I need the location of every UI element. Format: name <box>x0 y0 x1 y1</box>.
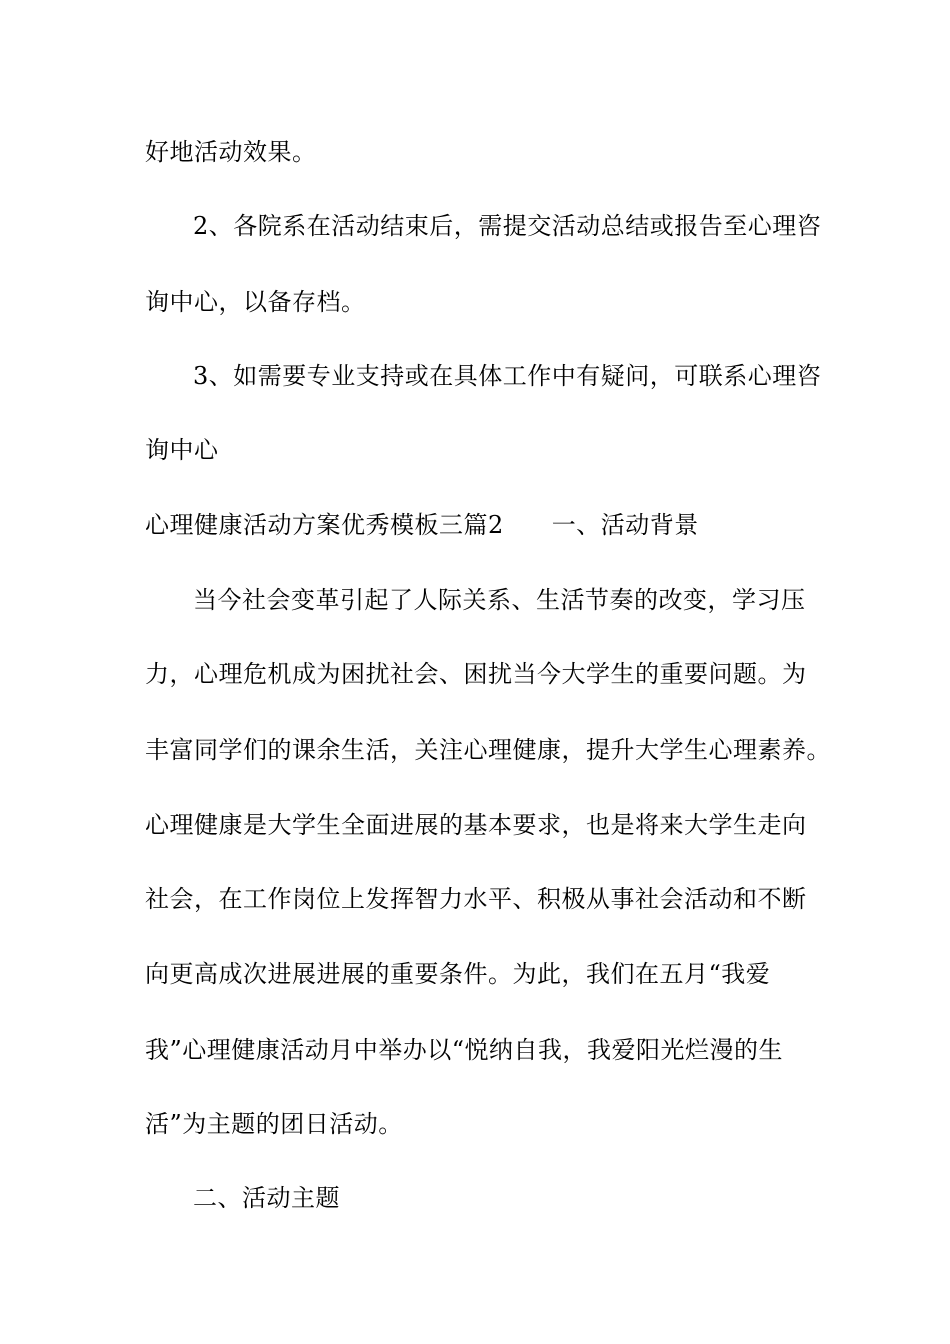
paragraph-line: 丰富同学们的课余生活，关注心理健康，提升大学生心理素养。 <box>145 736 831 764</box>
paragraph-line: 3、如需要专业支持或在具体工作中有疑问，可联系心理咨 <box>193 362 822 390</box>
paragraph-line: 力，心理危机成为困扰社会、困扰当今大学生的重要问题。为 <box>145 660 807 688</box>
paragraph-line: 社会，在工作岗位上发挥智力水平、积极从事社会活动和不断 <box>145 885 807 913</box>
section-heading: 二、活动主题 <box>193 1184 340 1212</box>
paragraph-line: 询中心 <box>145 436 219 464</box>
section-heading <box>145 509 699 541</box>
paragraph-line: 2、各院系在活动结束后，需提交活动总结或报告至心理咨 <box>193 212 822 240</box>
section-title: 一、活动背景 <box>551 511 699 539</box>
paragraph-line: 我”心理健康活动月中举办以“悦纳自我，我爱阳光烂漫的生 <box>145 1036 784 1064</box>
paragraph-line: 询中心，以备存档。 <box>145 288 366 316</box>
document-title: 心理健康活动方案优秀模板三篇2 <box>145 511 504 539</box>
paragraph-line: 向更高成次进展进展的重要条件。为此，我们在五月“我爱 <box>145 960 771 988</box>
paragraph-line: 活”为主题的团日活动。 <box>145 1110 403 1138</box>
paragraph-line: 好地活动效果。 <box>145 138 317 166</box>
paragraph-line: 当今社会变革引起了人际关系、生活节奏的改变，学习压 <box>193 586 806 614</box>
paragraph-line: 心理健康是大学生全面进展的基本要求，也是将来大学生走向 <box>145 811 807 839</box>
